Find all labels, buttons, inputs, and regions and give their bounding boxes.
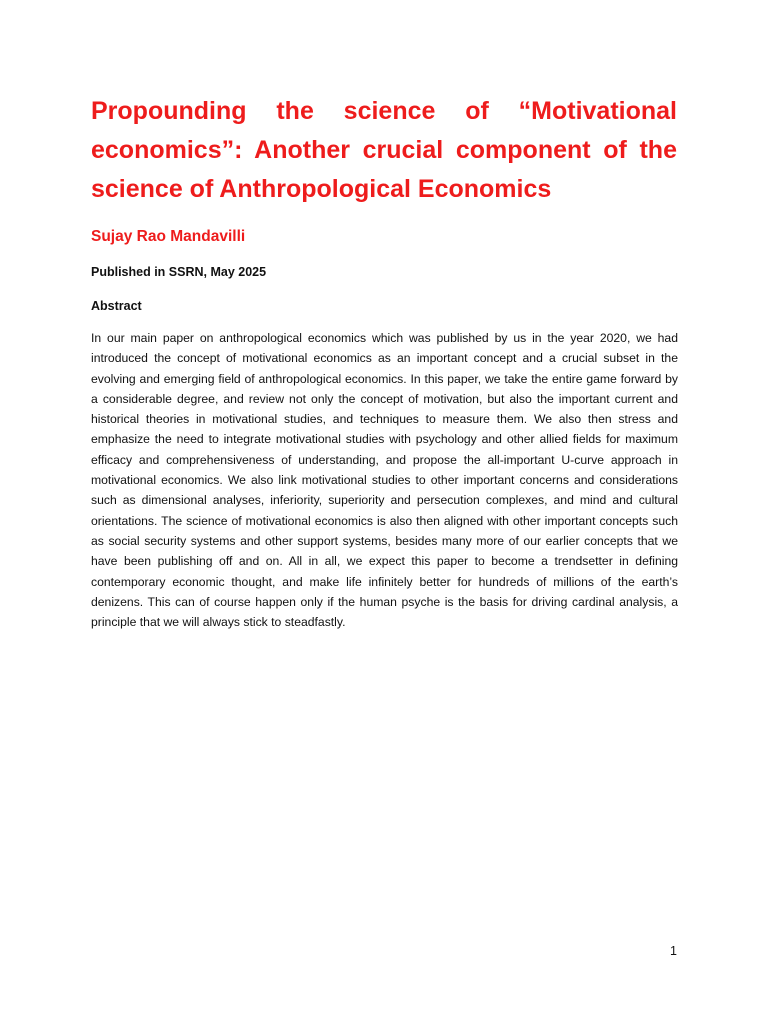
abstract-heading: Abstract [91,299,142,313]
page-number: 1 [670,944,677,958]
abstract-text: In our main paper on anthropological economics which was published by us in the year 2020, we had introduced the concept of motivational economics as an important concept and a crucial subset in the evolving and emerging field of anthropological economics. In this paper, we take the entire game forward by a considerable degree, and review not only the concept of motivation, but also the important current and historical theories in motivational studies, and techniques to measure them. We also then stress and emphasize the need to integrate motivational studies with psychology and other allied fields for maximum efficacy and comprehensiveness of understanding, and propose the all-important U-curve approach in motivational economics. We also link motivational studies to other important concerns and considerations such as dimensional analyses, inferiority, superiority and persecution complexes, and mind and cultural orientations. The science of motivational economics is also then aligned with other important concepts such as social security systems and other support systems, besides many more of our earlier concepts that we have been publishing off and on. All in all, we expect this paper to become a trendsetter in defining contemporary economic thought, and make life infinitely better for hundreds of millions of the earth’s denizens. This can of course happen only if the human psyche is the basis for driving cardinal analysis, a principle that we will always stick to steadfastly. [91,331,678,630]
publication-info: Published in SSRN, May 2025 [91,265,267,279]
author-name: Sujay Rao Mandavilli [91,228,246,245]
paper-title: Propounding the science of “Motivational economics”: Another crucial component of the science of Anthropological Economics [91,97,677,203]
